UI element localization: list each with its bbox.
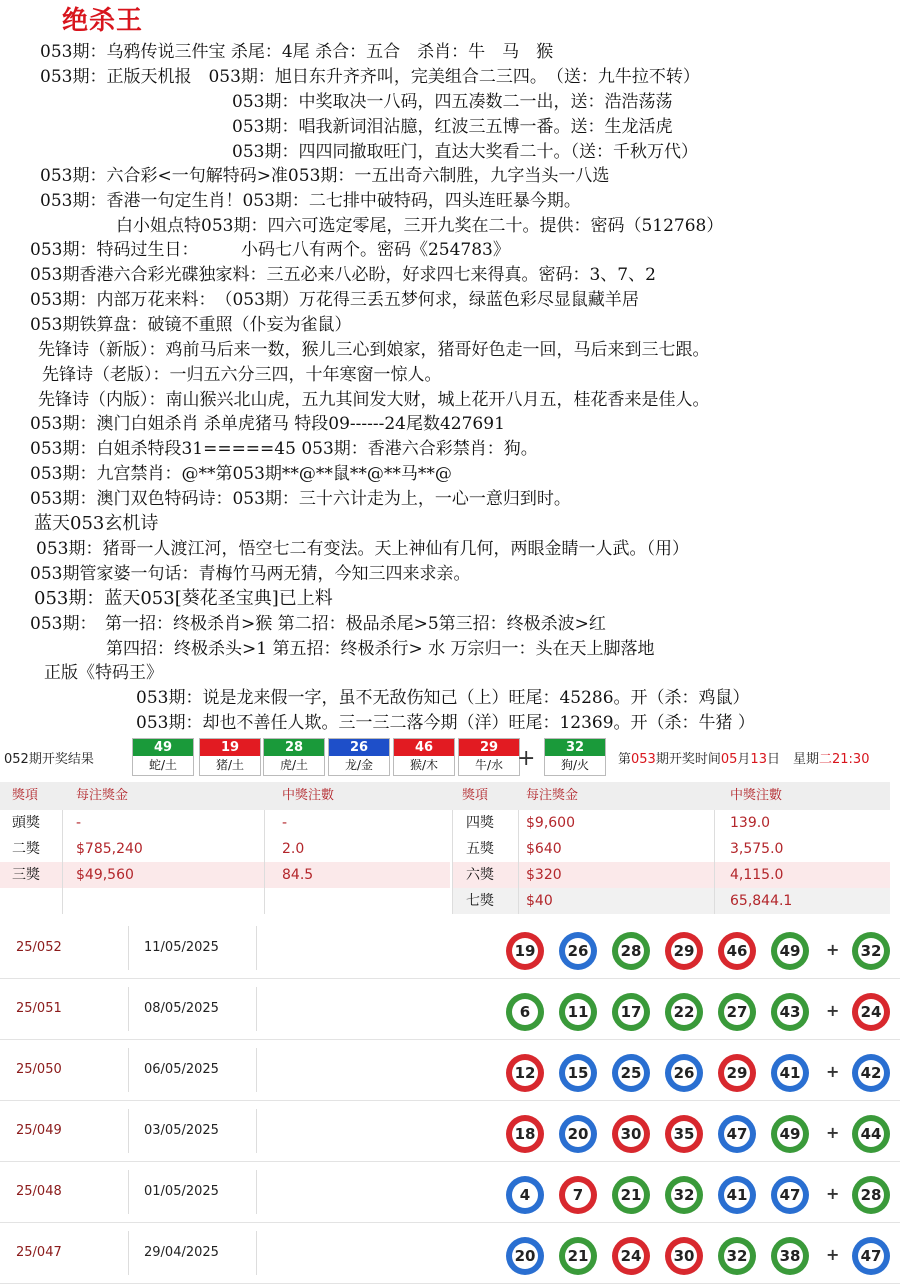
prediction-line: 053期：澳门白姐杀肖 杀单虎猪马 特段09------24尾数427691 <box>30 414 505 434</box>
history-row <box>0 1162 900 1223</box>
draw-ball-number: 26 <box>329 739 389 756</box>
prize-name: 頭獎 <box>12 815 40 831</box>
prize-amount: $49,560 <box>76 867 134 883</box>
draw-ball-number: 46 <box>394 739 454 756</box>
prediction-line: 053期：却也不善任人欺。三一三二落今期（洋）旺尾：12369。开（杀：牛猪 ） <box>136 713 755 733</box>
history-date: 01/05/2025 <box>144 1184 219 1199</box>
draw-special-ball <box>544 738 606 776</box>
draw-ball-zodiac: 虎/土 <box>279 758 309 772</box>
prediction-line: 053期：蓝天053[葵花圣宝典]已上料 <box>34 588 333 609</box>
prediction-line: 053期管家婆一句话：青梅竹马两无猜，今知三四来求亲。 <box>30 564 471 584</box>
prize-name: 三獎 <box>12 867 40 883</box>
history-ball <box>771 932 809 970</box>
prediction-line: 053期香港六合彩光碟独家料：三五必来八必盼，好求四七来得真。密码：3、7、2 <box>30 265 656 285</box>
history-issue: 25/047 <box>16 1245 62 1260</box>
history-ball-number: 6 <box>512 999 538 1025</box>
history-ball <box>506 1237 544 1275</box>
plus-sign: + <box>826 1123 840 1142</box>
history-ball <box>506 993 544 1031</box>
prediction-line: 053期：唱我新词泪沾臆，红波三五博一番。送：生龙活虎 <box>232 117 673 137</box>
prize-amount: $40 <box>526 893 553 909</box>
history-divider <box>256 926 257 970</box>
history-ball-number: 35 <box>671 1121 697 1147</box>
history-ball-number: 43 <box>777 999 803 1025</box>
history-ball-number: 28 <box>618 938 644 964</box>
history-ball <box>559 1176 597 1214</box>
draw-ball-number: 32 <box>545 739 605 756</box>
draw-ball <box>458 738 520 776</box>
history-ball-number: 30 <box>671 1243 697 1269</box>
prize-header-cell: 獎項 <box>462 788 489 803</box>
history-ball <box>612 993 650 1031</box>
prize-name: 二獎 <box>12 841 40 857</box>
history-ball <box>559 932 597 970</box>
history-ball-number: 49 <box>777 938 803 964</box>
prize-amount: $785,240 <box>76 841 143 857</box>
prize-amount: $640 <box>526 841 562 857</box>
prediction-line: 053期：内部万花来料： （053期）万花得三丢五梦何求，绿蓝色彩尽显鼠藏羊居 <box>30 290 639 310</box>
prize-header-cell: 中獎注數 <box>730 788 783 803</box>
history-ball-number: 24 <box>618 1243 644 1269</box>
prediction-line: 053期铁算盘：破镜不重照（仆妄为雀鼠） <box>30 315 352 335</box>
draw-ball-number: 19 <box>200 739 260 756</box>
prediction-line: 053期：九宫禁肖：@**第053期**@**鼠**@**马**@ <box>30 464 452 484</box>
prize-count: 4,115.0 <box>730 867 784 883</box>
history-ball-number: 21 <box>618 1182 644 1208</box>
history-divider <box>256 1048 257 1092</box>
history-ball <box>665 932 703 970</box>
history-ball-number: 15 <box>565 1060 591 1086</box>
draw-results-bar <box>0 738 900 778</box>
history-ball <box>612 1176 650 1214</box>
history-ball-number: 41 <box>724 1182 750 1208</box>
history-divider <box>128 1048 129 1092</box>
history-special-ball <box>852 1115 890 1153</box>
prize-header-cell: 中獎注數 <box>282 788 335 803</box>
history-ball <box>665 1176 703 1214</box>
history-ball-number: 32 <box>724 1243 750 1269</box>
history-ball-number: 4 <box>512 1182 538 1208</box>
history-ball-number: 7 <box>565 1182 591 1208</box>
history-ball-number: 12 <box>512 1060 538 1086</box>
history-ball-number: 11 <box>565 999 591 1025</box>
history-ball-number: 38 <box>777 1243 803 1269</box>
history-divider <box>128 1170 129 1214</box>
draw-ball <box>199 738 261 776</box>
history-row <box>0 979 900 1040</box>
history-ball <box>612 1115 650 1153</box>
prize-count: 2.0 <box>282 841 305 857</box>
history-ball-number: 20 <box>512 1243 538 1269</box>
history-ball-number: 32 <box>671 1182 697 1208</box>
prediction-line: 先锋诗（新版）：鸡前马后来一数，猴儿三心到娘家，猪哥好色走一回，马后来到三七跟。 <box>38 340 710 360</box>
history-ball-number: 19 <box>512 938 538 964</box>
history-ball-number: 29 <box>724 1060 750 1086</box>
history-ball <box>506 1054 544 1092</box>
plus-sign: + <box>826 1001 840 1020</box>
history-ball-number: 32 <box>858 938 884 964</box>
history-ball <box>559 993 597 1031</box>
draw-ball-zodiac: 牛/水 <box>474 758 504 772</box>
prize-divider <box>264 810 265 914</box>
history-date: 06/05/2025 <box>144 1062 219 1077</box>
draw-history <box>0 916 900 1283</box>
prize-count: 65,844.1 <box>730 893 793 909</box>
history-ball-number: 17 <box>618 999 644 1025</box>
history-ball <box>559 1054 597 1092</box>
prize-amount: $320 <box>526 867 562 883</box>
history-ball-number: 18 <box>512 1121 538 1147</box>
prize-count: 139.0 <box>730 815 771 831</box>
prize-name: 六獎 <box>466 867 494 883</box>
history-ball <box>718 1115 756 1153</box>
prize-name: 四獎 <box>466 815 494 831</box>
plus-sign: + <box>826 1245 840 1264</box>
history-special-ball <box>852 1176 890 1214</box>
prediction-line: 先锋诗（老版）：一归五六分三四，十年寒窗一惊人。 <box>42 365 442 385</box>
plus-sign: + <box>826 1062 840 1081</box>
prediction-line: 053期：乌鸦传说三件宝 杀尾：4尾 杀合：五合 杀肖：牛 马 猴 <box>40 42 554 62</box>
prediction-line: 第四招：终极杀头>1 第五招：终极杀行> 水 万宗归一：头在天上脚落地 <box>106 639 655 659</box>
history-ball <box>718 993 756 1031</box>
prediction-line: 053期：猪哥一人渡江河，悟空七二有变法。天上神仙有几何，两眼金睛一人武。（用） <box>36 539 689 559</box>
prediction-line: 先锋诗（内版）：南山猴兴北山虎，五九其间发大财，城上花开八月五，桂花香来是佳人。 <box>38 390 710 410</box>
history-ball-number: 21 <box>565 1243 591 1269</box>
plus-sign: + <box>826 1184 840 1203</box>
prize-name: 七獎 <box>466 893 494 909</box>
prize-count: 3,575.0 <box>730 841 784 857</box>
draw-ball-zodiac: 猴/木 <box>409 758 439 772</box>
prize-amount: $9,600 <box>526 815 575 831</box>
history-ball <box>665 993 703 1031</box>
history-ball <box>665 1054 703 1092</box>
history-date: 03/05/2025 <box>144 1123 219 1138</box>
prize-name: 五獎 <box>466 841 494 857</box>
prize-table <box>0 782 900 912</box>
history-issue: 25/051 <box>16 1001 62 1016</box>
history-ball-number: 30 <box>618 1121 644 1147</box>
history-special-ball <box>852 932 890 970</box>
history-ball <box>665 1115 703 1153</box>
history-row <box>0 918 900 979</box>
history-ball <box>612 932 650 970</box>
history-ball-number: 49 <box>777 1121 803 1147</box>
prediction-line: 正版《特码王》 <box>44 663 163 683</box>
draw-ball-zodiac: 龙/金 <box>344 758 374 772</box>
draw-label: 052期开奖结果 <box>4 752 94 767</box>
history-ball <box>718 932 756 970</box>
prize-divider <box>62 810 63 914</box>
history-special-ball <box>852 1237 890 1275</box>
prize-row <box>0 836 450 862</box>
history-ball-number: 24 <box>858 999 884 1025</box>
history-ball <box>506 1176 544 1214</box>
history-ball-number: 26 <box>671 1060 697 1086</box>
draw-ball-zodiac: 蛇/土 <box>148 758 178 772</box>
draw-ball-number: 49 <box>133 739 193 756</box>
history-divider <box>128 1109 129 1153</box>
draw-ball <box>393 738 455 776</box>
prize-divider <box>518 810 519 914</box>
prize-row <box>0 862 450 888</box>
prediction-line: 蓝天053玄机诗 <box>34 513 159 534</box>
history-ball <box>665 1237 703 1275</box>
plus-sign: + <box>826 940 840 959</box>
draw-ball <box>263 738 325 776</box>
draw-ball-number: 29 <box>459 739 519 756</box>
history-date: 29/04/2025 <box>144 1245 219 1260</box>
page-title: 绝杀王 <box>62 6 144 36</box>
history-ball <box>612 1237 650 1275</box>
history-ball-number: 44 <box>858 1121 884 1147</box>
history-divider <box>256 1170 257 1214</box>
history-ball-number: 27 <box>724 999 750 1025</box>
history-ball <box>559 1237 597 1275</box>
history-divider <box>256 1109 257 1153</box>
history-ball <box>771 1054 809 1092</box>
prediction-line: 053期： 第一招：终极杀肖>猴 第二招：极品杀尾>5第三招：终极杀波>红 <box>30 614 606 634</box>
history-date: 11/05/2025 <box>144 940 219 955</box>
prediction-line: 053期：澳门双色特码诗：053期：三十六计走为上，一心一意归到时。 <box>30 489 571 509</box>
history-ball-number: 26 <box>565 938 591 964</box>
prediction-line: 053期：中奖取决一八码，四五凑数二一出，送：浩浩荡荡 <box>232 92 673 112</box>
history-ball-number: 46 <box>724 938 750 964</box>
history-special-ball <box>852 1054 890 1092</box>
history-ball-number: 47 <box>858 1243 884 1269</box>
history-issue: 25/050 <box>16 1062 62 1077</box>
prize-amount: - <box>76 815 82 831</box>
history-ball-number: 47 <box>724 1121 750 1147</box>
prize-divider <box>714 810 715 914</box>
history-ball-number: 41 <box>777 1060 803 1086</box>
prize-row <box>0 810 450 836</box>
draw-ball-zodiac: 狗/火 <box>560 758 590 772</box>
history-divider <box>128 1231 129 1275</box>
history-ball <box>718 1054 756 1092</box>
history-ball <box>771 1176 809 1214</box>
prediction-line: 053期：香港一句定生肖！053期：二七排中破特码，四头连旺暴今期。 <box>40 191 581 211</box>
history-divider <box>128 987 129 1031</box>
draw-ball-number: 28 <box>264 739 324 756</box>
draw-next-time: 第053期开奖时间05月13日 星期二21:30 <box>618 752 870 767</box>
history-special-ball <box>852 993 890 1031</box>
history-ball-number: 28 <box>858 1182 884 1208</box>
history-ball-number: 42 <box>858 1060 884 1086</box>
history-divider <box>256 987 257 1031</box>
history-issue: 25/049 <box>16 1123 62 1138</box>
history-ball-number: 29 <box>671 938 697 964</box>
history-row <box>0 1040 900 1101</box>
history-ball <box>506 1115 544 1153</box>
draw-ball-zodiac: 猪/土 <box>215 758 245 772</box>
prediction-line: 053期：说是龙来假一字，虽不无敌伤知己（上）旺尾：45286。开（杀：鸡鼠） <box>136 688 750 708</box>
prediction-line: 053期：四四同撤取旺门，直达大奖看二十。（送：千秋万代） <box>232 142 698 162</box>
history-date: 08/05/2025 <box>144 1001 219 1016</box>
prize-header-cell: 獎項 <box>12 788 39 803</box>
history-ball <box>718 1237 756 1275</box>
prize-count: 84.5 <box>282 867 314 883</box>
prediction-line: 053期：白姐杀特段31=====45 053期：香港六合彩禁肖：狗。 <box>30 439 538 459</box>
prediction-line: 白小姐点特053期：四六可选定零尾，三开九奖在二十。提供：密码（512768） <box>116 216 724 236</box>
history-ball <box>771 1115 809 1153</box>
draw-ball <box>328 738 390 776</box>
history-ball-number: 22 <box>671 999 697 1025</box>
history-ball <box>506 932 544 970</box>
prize-divider <box>452 810 453 914</box>
history-ball <box>612 1054 650 1092</box>
prediction-line: 053期：特码过生日： 小码七八有两个。密码《254783》 <box>30 240 510 260</box>
history-row <box>0 1101 900 1162</box>
history-ball-number: 20 <box>565 1121 591 1147</box>
history-ball <box>771 1237 809 1275</box>
history-issue: 25/048 <box>16 1184 62 1199</box>
history-ball <box>559 1115 597 1153</box>
prediction-line: 053期：六合彩<一句解特码>准053期：一五出奇六制胜，九字当头一八选 <box>40 166 610 186</box>
plus-sign: + <box>517 746 536 771</box>
history-divider <box>256 1231 257 1275</box>
prize-header-cell: 每注獎金 <box>76 788 129 803</box>
history-ball-number: 25 <box>618 1060 644 1086</box>
history-divider <box>128 926 129 970</box>
prize-header-cell: 每注獎金 <box>526 788 579 803</box>
draw-ball <box>132 738 194 776</box>
history-ball <box>718 1176 756 1214</box>
prediction-line: 053期：正版天机报 053期：旭日东升齐齐叫，完美组合二三四。 （送：九牛拉不转） <box>40 67 700 87</box>
history-ball <box>771 993 809 1031</box>
prize-count: - <box>282 815 288 831</box>
history-row <box>0 1223 900 1284</box>
history-ball-number: 47 <box>777 1182 803 1208</box>
history-issue: 25/052 <box>16 940 62 955</box>
